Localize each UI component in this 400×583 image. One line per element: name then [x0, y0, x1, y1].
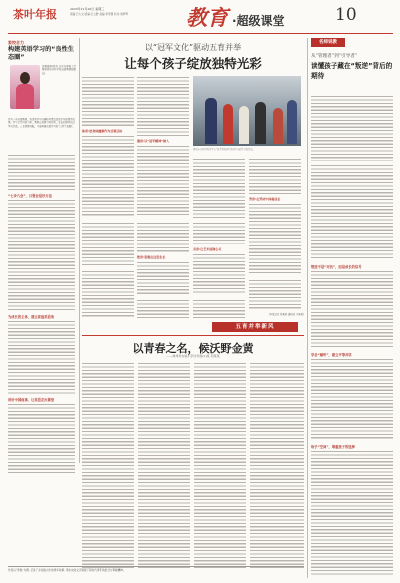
footer-note-box [8, 566, 304, 579]
main-text-block [137, 222, 189, 252]
right-subhead-2: 学会“倾听”，建立平等对话 [311, 353, 352, 357]
column-divider [307, 38, 308, 578]
footer-note: 作者以“青春”为题, 记录了乡村振兴中的青年故事, 用朴实的文字展现了新时代青年的担当与奉献精神。 [8, 569, 126, 572]
author-caption: 孟娜蔓娟(漳州 北京外国语大学附属漳州实验学校英语教研组组长) [42, 65, 76, 75]
right-tag: 名师说教 [311, 38, 345, 47]
masthead [0, 0, 400, 36]
bottom-text-block [82, 362, 134, 568]
main-text-block [82, 135, 134, 217]
bottom-subtitle: ——漳州市实验小学四年级(2)班 何某某 [166, 354, 220, 358]
bottom-headline: 以青春之名，候沃野金黄 [132, 342, 254, 355]
author-portrait [10, 65, 40, 109]
main-text-block [193, 222, 245, 244]
main-text-block [82, 270, 134, 318]
left-subhead-3: 讲好中国故事，让英语走出课堂 [8, 398, 55, 402]
main-subhead-3: 智育:思维在这里生长 [137, 255, 166, 259]
right-text-block [311, 450, 393, 576]
banner-text: 五育并举新风 [235, 324, 275, 330]
main-text-block [137, 145, 189, 217]
bottom-rule [82, 335, 304, 336]
right-headline: 读懂孩子藏在“叛逆”背后的期待 [311, 62, 393, 80]
main-text-block [82, 222, 134, 266]
right-text-block [311, 358, 393, 440]
main-subhead-5: 劳育:在劳动中体验成长 [249, 197, 281, 201]
date-line: 2023年12月20日 星期三 [70, 7, 105, 11]
page-number: 10 [335, 5, 357, 25]
main-byline: (本报记者 郑某某 通讯员 李某某) [268, 313, 304, 316]
left-headline: 构建英语学习的“良性生态圈” [8, 46, 74, 61]
main-subhead-1: 体育:把身体健康作为首要目标 [82, 129, 123, 133]
photo-figure [273, 108, 283, 144]
main-text-block [249, 279, 301, 309]
photo-figure [287, 100, 297, 144]
main-text-block [137, 76, 189, 136]
newspaper-name: 茶叶年报 [13, 8, 57, 21]
main-subhead-4: 美育:让艺术浸润心灵 [193, 247, 222, 251]
bottom-text-block [138, 362, 190, 568]
main-text-block [193, 158, 245, 218]
left-text-block [8, 320, 75, 394]
main-text-block [249, 158, 301, 194]
portrait-body [16, 84, 34, 109]
bottom-text-block [250, 362, 304, 568]
left-subhead-1: “七步六会”，只要会是好方法 [8, 194, 52, 198]
right-column [311, 38, 395, 578]
portrait-head [20, 72, 30, 84]
section-banner [212, 322, 298, 332]
left-text-block [8, 199, 75, 311]
photo-figure [239, 106, 249, 144]
left-subhead-2: 为成长的主体，建立家庭英语角 [8, 315, 55, 319]
editor-line: 责编:石大文 版编:石立群 美编:李雪蓉 校对:刘梦琴 [70, 13, 128, 16]
photo-figure [255, 102, 266, 144]
right-text-block [311, 95, 393, 161]
main-text-block [249, 203, 301, 275]
bottom-text-block [194, 362, 246, 568]
main-text-block [193, 253, 245, 295]
left-tag: 家校合力 [8, 40, 24, 45]
left-lead: 作为一名英语教师，我深知学习兴趣和习惯是提高学习成绩的关键。学生是学习的主体，教师应发挥引导作用，家长的陪伴则是坚实后盾，三者同频共振，才能构建英语学习的“良性生态圈”。 [8, 118, 75, 128]
right-text-block [311, 270, 393, 348]
main-text-block [137, 261, 189, 295]
left-text-block [8, 154, 75, 190]
main-subhead-2: 德育:以“冠军精神”树人 [137, 139, 170, 143]
bottom-story [82, 338, 304, 578]
right-kicker: 从“管理者”到“引导者” [311, 54, 358, 59]
photo-caption: 漳州市实验学校学生在“冠军进校园”活动中与冠军合影留念。 [193, 148, 256, 151]
section-subtitle: ·超级课堂 [232, 14, 285, 28]
right-subhead-3: 给予“空间”，尊重孩子的选择 [311, 445, 355, 449]
main-text-block [82, 76, 134, 126]
main-headline: 让每个孩子绽放独特光彩 [124, 56, 262, 71]
left-column [8, 38, 76, 478]
photo-figure [205, 98, 217, 144]
main-text-block [137, 299, 189, 318]
section-title: 教育 [186, 6, 228, 30]
main-kicker: 以“冠军文化”驱动五育并举 [144, 43, 242, 52]
right-text-block [311, 164, 393, 260]
left-text-block [8, 403, 75, 475]
column-divider [79, 38, 80, 463]
masthead-rule [8, 33, 393, 34]
photo-figure [223, 104, 233, 144]
right-subhead-1: 叛逆不是“对抗”，而是成长的信号 [311, 265, 362, 269]
story-photo [193, 76, 301, 146]
